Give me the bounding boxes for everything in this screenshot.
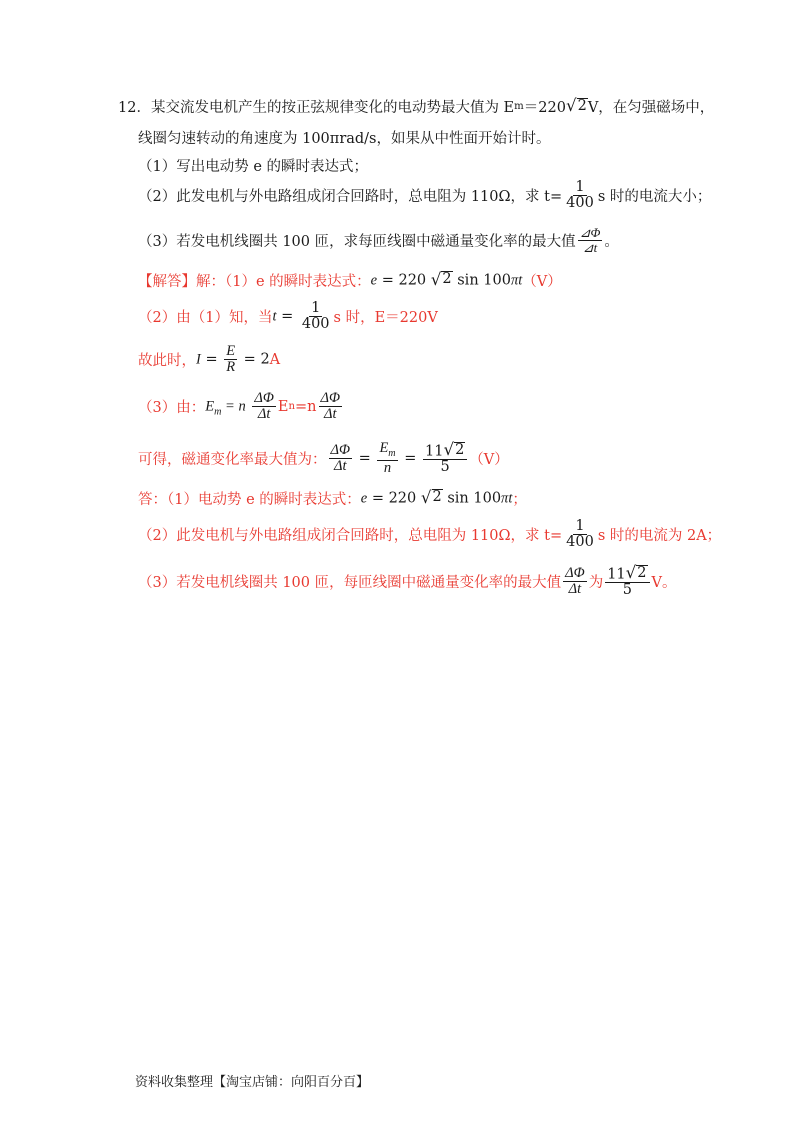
final-answer-3-mid: 为 (588, 575, 604, 592)
answer-3 (138, 391, 344, 422)
answer-3b-text: 可得，磁通变化率最大值为： (138, 451, 327, 468)
answer-2b (138, 344, 280, 375)
answer-2b-unit: A (269, 351, 281, 368)
answer-3-expression: $E_m = n$ $\frac{\Delta\Phi}{\Delta t}$ (205, 390, 274, 423)
stem-text-1-end: V，在匀强磁场中， (587, 100, 715, 116)
answer-3-mid-n: n (288, 401, 295, 413)
question-3-text: （3）若发电机线圈共 100 匝，求每匝线圈中磁通量变化率的最大值 (138, 233, 576, 250)
question-2 (138, 180, 711, 211)
final-answer-2-end: s 时的电流为 2A； (597, 528, 722, 545)
answer-1-text: 解：（1）e 的瞬时表达式： (196, 274, 371, 290)
problem-stem-line1 (118, 96, 714, 117)
answer-2 (138, 301, 438, 332)
final-answer-1-text: 答：（1）电动势 e 的瞬时表达式： (138, 492, 361, 508)
answer-3b-unit: （V） (469, 451, 509, 468)
final-answer-1 (138, 488, 527, 509)
answer-3-mid-E: E (277, 398, 289, 415)
final-answer-3-fraction1: $\frac{\Delta\Phi}{\Delta t}$ (565, 565, 585, 598)
answer-2-text: （2）由（1）知，当 (138, 310, 273, 327)
final-answer-2-fraction: $\frac{1}{400}$ (566, 518, 594, 551)
problem-number: 12． (118, 100, 151, 116)
answer-2b-text: 故此时， (138, 353, 196, 370)
final-answer-3-fraction2: 11 √ 2 5 (605, 565, 649, 599)
stem-sub-m: m (514, 101, 524, 112)
answer-2b-expression: I = $\frac{E}{R}$ = 2 (196, 343, 270, 376)
page-footer: 资料收集整理【淘宝店铺：向阳百分百】 (135, 1075, 370, 1090)
stem-eq: ＝220 (523, 100, 566, 116)
sqrt-2: √ 2 (565, 96, 587, 116)
final-answer-1-expression: e = 220 √ 2 sin 100πt (360, 487, 513, 507)
stem-text-1: 某交流发电机产生的按正弦规律变化的电动势最大值为 E (150, 100, 515, 116)
question-2-text: （2）此发电机与外电路组成闭合回路时，总电阻为 110Ω，求 t= (138, 189, 563, 206)
answer-2-end: s 时，E＝220V (333, 310, 438, 327)
answer-1-unit: （V） (522, 274, 562, 290)
answer-3-fraction: $\frac{\Delta\Phi}{\Delta t}$ (320, 390, 341, 423)
answer-3-mid-eq: =n (295, 398, 317, 415)
question-2-end: s 时的电流大小； (597, 189, 712, 206)
final-answer-3-text: （3）若发电机线圈共 100 匝，每匝线圈中磁通量变化率的最大值 (138, 575, 562, 592)
answer-3b (138, 441, 509, 476)
answer-1 (138, 270, 562, 291)
final-answer-2-text: （2）此发电机与外电路组成闭合回路时，总电阻为 110Ω，求 t= (138, 528, 563, 545)
answer-3-text: （3）由： (138, 400, 206, 417)
answer-3b-expression: $\frac{\Delta\Phi}{\Delta t}$ = $\frac{E_m}{n}$ = 11 √ 2 5 (327, 441, 470, 476)
question-3 (138, 226, 619, 254)
question-1-text: （1）写出电动势 e 的瞬时表达式； (138, 159, 369, 175)
fraction-dphi-dt: $\frac{⊿\Phi}{⊿t}$ (579, 225, 601, 255)
answer-tag: 【解答】 (138, 274, 196, 290)
final-answer-3-end: V。 (651, 575, 677, 592)
final-answer-1-end: ； (512, 492, 527, 508)
final-answer-2 (138, 519, 721, 550)
question-1 (138, 155, 368, 176)
final-answer-3 (138, 565, 676, 599)
answer-1-expression: e = 220 √ 2 sin 100πt (370, 269, 523, 289)
fraction-1-400: $\frac{1}{400}$ (566, 179, 594, 212)
answer-2-expression: t = $\frac{1}{400}$ (272, 300, 330, 333)
stem-text-2: 线圈匀速转动的角速度为 100πrad/s，如果从中性面开始计时。 (138, 131, 551, 147)
question-3-end: 。 (604, 233, 619, 250)
problem-stem-line2 (138, 127, 551, 148)
